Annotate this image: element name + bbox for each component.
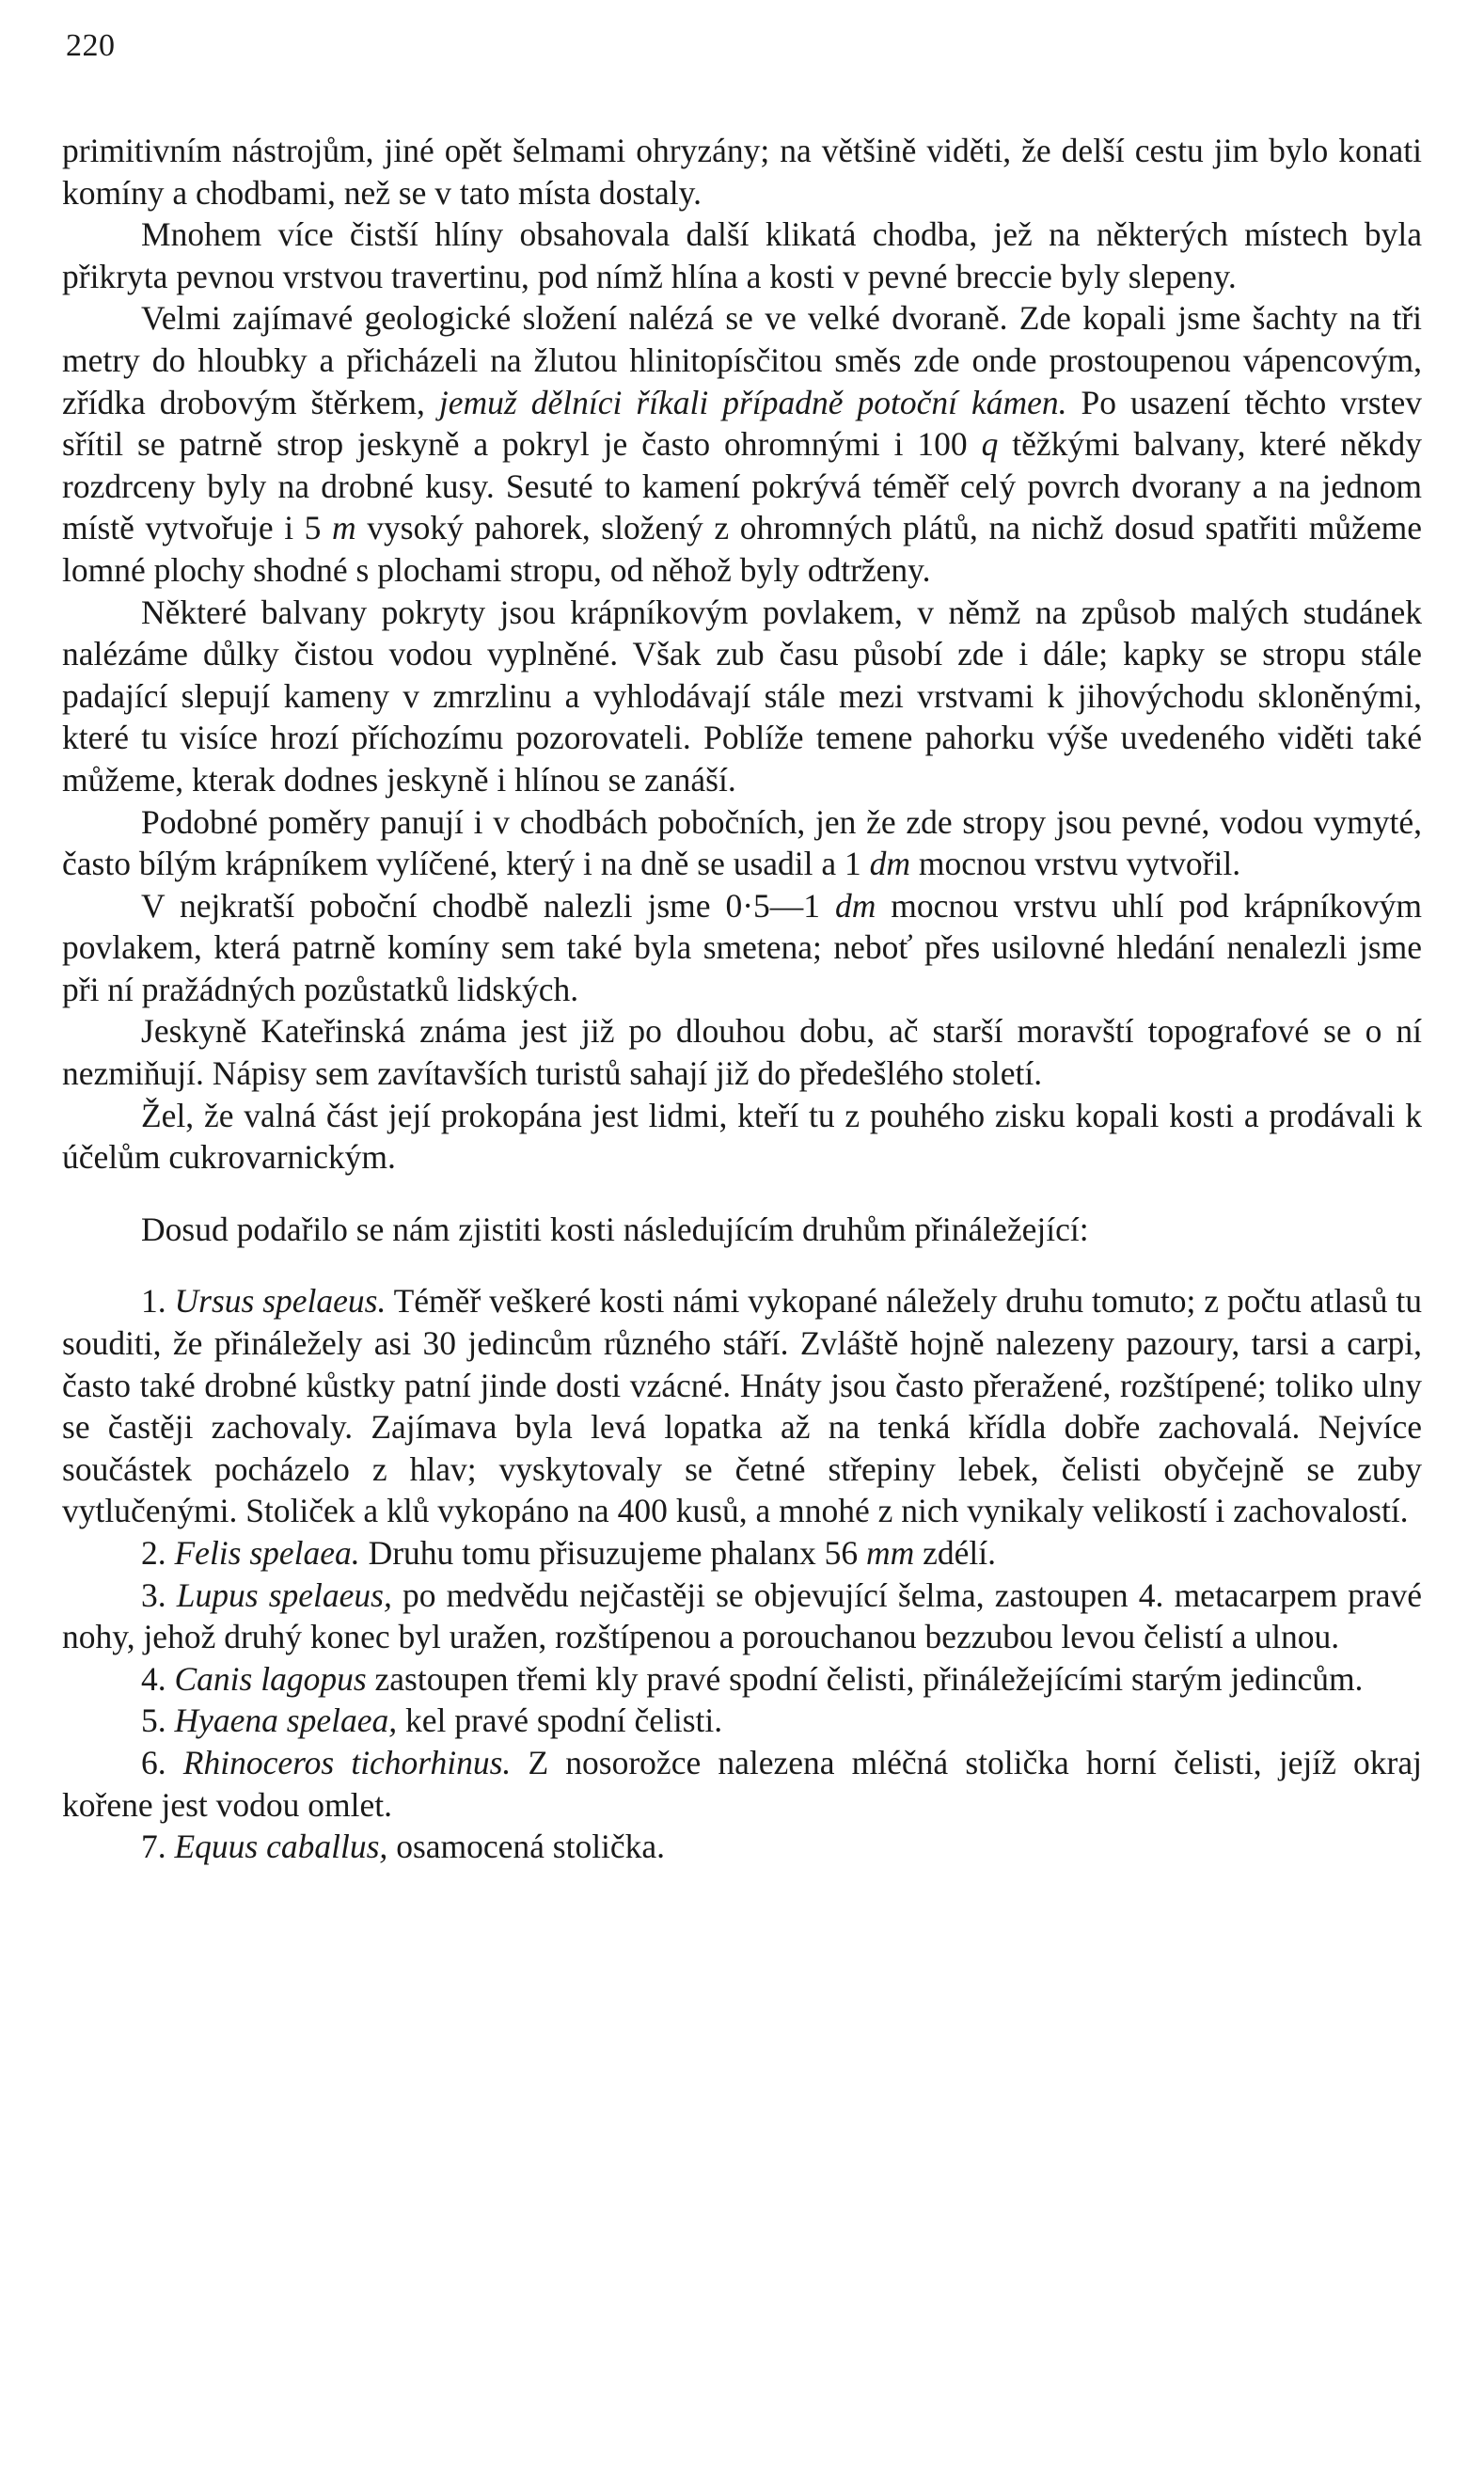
paragraph-5-part-a: Podobné poměry panují i v chodbách pobočních, jen že zde stropy jsou pevné, vodou vymyté, často bílým krápníkem vylíčené, který i na dně se usadil a 1: [62, 802, 1422, 883]
paragraph-5-part-b: mocnou vrstvu vytvořil.: [910, 845, 1241, 883]
paragraph-3-italic-phrase: jemuž dělníci říkali případně potoční kámen.: [438, 383, 1067, 421]
species-description: osamocená stolička.: [387, 1828, 666, 1866]
species-number: 7.: [141, 1828, 175, 1866]
page-number: 220: [66, 28, 116, 63]
paragraph-5: [62, 801, 1422, 885]
paragraph-3-part-b: Po usazení těchto vrstev sřítil se patrně strop jeskyně a pokryl je často ohromnými i 100: [62, 383, 1422, 464]
species-description: kel pravé spodní čelisti.: [397, 1701, 723, 1740]
species-name: Equus caballus,: [174, 1828, 388, 1866]
paragraph-2: Mnohem více čistší hlíny obsahovala další klikatá chodba, jež na některých místech byla přikryta pevnou vrstvou travertinu, pod nímž hlína a kosti v pevné breccie byly slepeny.: [62, 215, 1422, 295]
unit-dm: dm: [869, 845, 911, 883]
unit-mm: mm: [866, 1534, 915, 1572]
species-description: Druhu tomu přisuzujeme phalanx 56: [359, 1534, 866, 1572]
paragraph-3-part-a: Velmi zajímavé geologické složení nalézá se ve velké dvoraně. Zde kopali jsme šachty na tři metry do hloubky a přicházeli na žlutou hlinitopísčitou směs zde onde prostoupenou vápencovým, zřídka drobovým štěrkem,: [62, 299, 1422, 421]
body-text: [62, 130, 1422, 1868]
species-item-4: [62, 1658, 1422, 1701]
species-description: Téměř veškeré kosti námi vykopané náležely druhu tomuto; z počtu atlasů tu souditi, že přináležely asi 30 jedincům různého stáří. Zvláště hojně nalezeny pazoury, tarsi a carpi, často také drobné kůstky patní jinde dosti vzácné. Hnáty jsou často přeražené, rozštípené; toliko ulny se častěji zachovaly. Zajímava byla levá lopatka až na tenká křídla dobře zachovalá. Nejvíce součástek pocházelo z hlav; vyskytovaly se četné střepiny lebek, čelisti obyčejně se zuby vytlučenými. Stoliček a klů vykopáno na 400 kusů, a mnohé z nich vynikaly velikostí i zachovalostí.: [62, 1282, 1423, 1530]
species-name: Felis spelaea.: [174, 1534, 360, 1572]
species-number: 6.: [141, 1743, 183, 1781]
species-item-1: [62, 1280, 1422, 1532]
species-name: Rhinoceros tichorhinus.: [182, 1743, 512, 1781]
species-description-end: zdélí.: [914, 1534, 997, 1572]
unit-q: q: [981, 425, 999, 464]
paragraph-6: [62, 885, 1422, 1011]
species-item-5: [62, 1700, 1422, 1742]
species-number: 1.: [141, 1282, 175, 1321]
species-name: Hyaena spelaea,: [174, 1701, 398, 1740]
species-description: Z nosorožce nalezena mléčná stolička horní čelisti, jejíž okraj kořene jest vodou omlet.: [62, 1743, 1423, 1824]
species-number: 3.: [141, 1575, 177, 1614]
paragraph-7: Jeskyně Kateřinská známa jest již po dlouhou dobu, ač starší moravští topografové se o ní nezmiňují. Nápisy sem zavítavších turistů sahají již do předešlého století.: [62, 1012, 1422, 1093]
species-name: Ursus spelaeus.: [174, 1282, 387, 1321]
paragraph-3-part-d: vysoký pahorek, složený z ohromných plátů, na nichž dosud spatřiti můžeme lomné plochy shodné s plochami stropu, od něhož byly odtrženy.: [62, 509, 1422, 589]
species-item-7: [62, 1826, 1422, 1868]
paragraph-6-part-b: mocnou vrstvu uhlí pod krápníkovým povlakem, která patrně komíny sem také byla smetena; neboť přes usilovné hledání nenalezli jsme při ní pražádných pozůstatků lidských.: [62, 886, 1422, 1008]
species-description: po medvědu nejčastěji se objevující šelma, zastoupen 4. metacarpem pravé nohy, jehož druhý konec byl uražen, rozštípenou a porouchanou bezzubou levou čelistí a ulnou.: [62, 1575, 1422, 1656]
unit-m: m: [332, 509, 356, 547]
species-item-3: [62, 1575, 1422, 1658]
paragraph-3-part-c: těžkými balvany, které někdy rozdrceny byly na drobné kusy. Sesuté to kamení pokrývá téměř celý povrch dvorany a na jednom místě vytvořuje i 5: [62, 425, 1422, 547]
species-number: 5.: [141, 1701, 175, 1740]
species-number: 2.: [141, 1534, 175, 1572]
paragraph-4: Některé balvany pokryty jsou krápníkovým povlakem, v němž na způsob malých studánek nalézáme důlky čistou vodou vyplněné. Však zub času působí zde i dále; kapky se stropu stále padající slepují kameny v zmrzlinu a vyhlodávají stále mezi vrstvami k jihovýchodu skloněnými, které tu visíce hrozí příchozímu pozorovateli. Poblíže temene pahorku výše uvedeného viděti také můžeme, kterak dodnes jeskyně i hlínou se zanáší.: [62, 593, 1422, 799]
paragraph-3: [62, 297, 1422, 591]
paragraph-1: primitivním nástrojům, jiné opět šelmami ohryzány; na většině viděti, že delší cestu jim bylo konati komíny a chodbami, než se v tato místa dostaly.: [62, 132, 1422, 212]
species-list-intro: Dosud podařilo se nám zjistiti kosti následujícím druhům přináležející:: [141, 1210, 1089, 1248]
species-item-6: [62, 1742, 1422, 1826]
species-name: Lupus spelaeus,: [176, 1575, 392, 1614]
species-description: zastoupen třemi kly pravé spodní čelisti, přináležejícími starým jedincům.: [366, 1659, 1364, 1698]
unit-dm: dm: [834, 886, 876, 925]
species-number: 4.: [141, 1659, 175, 1698]
paragraph-6-part-a: V nejkratší poboční chodbě nalezli jsme 0·5—1: [141, 886, 835, 925]
species-name: Canis lagopus: [174, 1659, 367, 1698]
species-item-2: [62, 1532, 1422, 1575]
paragraph-8: Žel, že valná část její prokopána jest lidmi, kteří tu z pouhého zisku kopali kosti a prodávali k účelům cukrovarnickým.: [62, 1096, 1422, 1177]
